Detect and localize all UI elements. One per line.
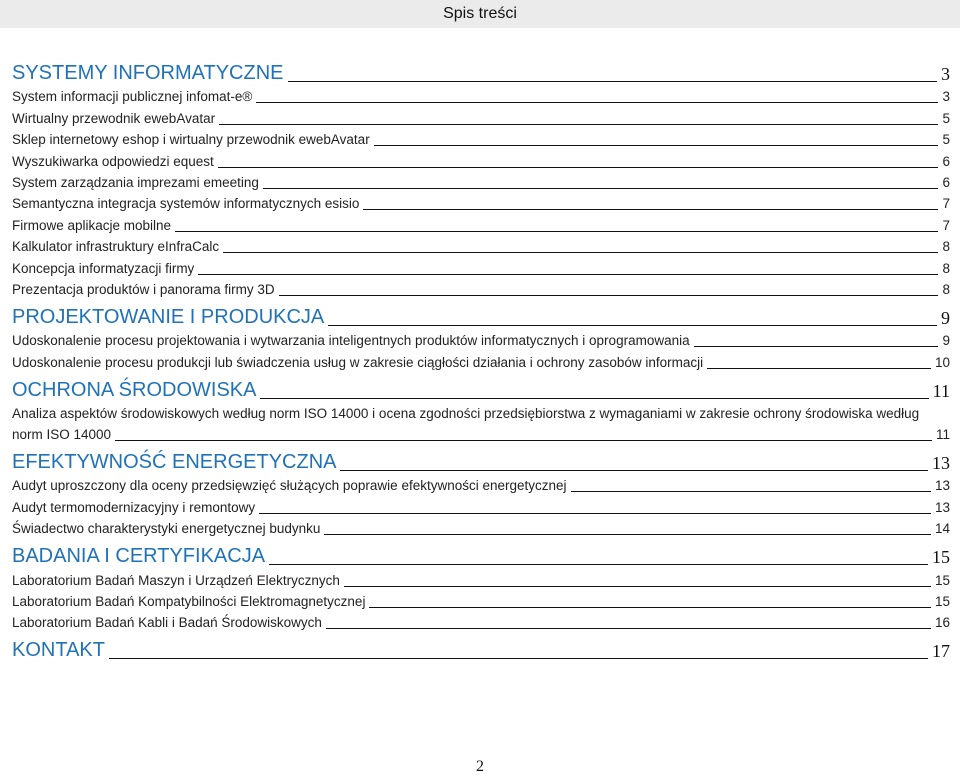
toc-item[interactable] [12,569,950,590]
toc-item-title: Sklep internetowy eshop i wirtualny przewodnik ewebAvatar [12,132,370,148]
toc-item-title-line2: norm ISO 14000 [12,427,112,443]
toc-item-title: Kalkulator infrastruktury eInfraCalc [12,239,220,255]
toc-page-number: 13 [934,478,950,494]
toc-page-number: 8 [942,260,950,276]
toc-item[interactable] [12,330,950,351]
toc-page-number: 11 [935,427,950,443]
toc-item-title: Laboratorium Badań Kabli i Badań Środowiskowych [12,615,322,631]
toc-item[interactable] [12,129,950,150]
toc-page-number: 8 [942,239,950,255]
toc-leader [344,586,931,587]
toc-leader [218,167,939,168]
toc-section-title: EFEKTYWNOŚĆ ENERGETYCZNA [12,451,337,474]
toc-item[interactable] [12,214,950,235]
toc-leader [571,491,931,492]
toc-item-title: Wyszukiwarka odpowiedzi equest [12,153,214,169]
toc-page-number: 3 [941,64,950,84]
footer-page-number: 2 [476,758,484,775]
toc-leader [326,628,931,629]
toc-page-number: 15 [932,547,950,568]
toc-item[interactable] [12,475,950,496]
toc-item-title: Świadectwo charakterystyki energetycznej budynku [12,521,321,537]
toc-page-number: 15 [934,594,950,610]
toc-page-number: 13 [932,453,950,474]
toc-leader [219,124,938,125]
toc-page-number: 9 [941,307,950,328]
toc-leader [324,534,931,535]
toc-item[interactable] [12,86,950,107]
toc-leader [198,274,938,275]
toc-item-title: Koncepcja informatyzacji firmy [12,260,195,276]
toc-page-number: 17 [932,641,950,662]
toc-item-title-line1: Analiza aspektów środowiskowych według norm ISO 14000 i ocena zgodności przedsiębiorstwa z wymaganiami w zakresie ochrony środowiska według [12,405,920,421]
toc-page-number: 6 [942,153,950,169]
toc-item[interactable] [12,403,950,445]
toc-leader [256,102,938,103]
toc-page-number: 5 [942,132,950,148]
toc-leader [288,81,937,82]
toc-item-title: Udoskonalenie procesu projektowania i wytwarzania inteligentnych produktów informatycznych i oprogramowania [12,333,690,349]
toc-page-number: 3 [942,89,950,105]
toc-section-title: PROJEKTOWANIE I PRODUKCJA [12,305,325,328]
toc-leader [374,145,939,146]
toc-section-title: SYSTEMY INFORMATYCZNE [12,62,284,84]
toc-section-efektywnosc-energetyczna[interactable] [12,447,950,475]
toc-section-title: BADANIA I CERTYFIKACJA [12,545,266,568]
toc-item[interactable] [12,279,950,300]
toc-section-title: KONTAKT [12,639,105,662]
toc-section-systemy-informatyczne[interactable] [12,58,950,86]
toc-page-number: 10 [934,354,950,370]
toc-page-number: 9 [942,333,950,349]
toc-item[interactable] [12,496,950,517]
toc-leader [260,398,928,399]
toc-leader [328,325,937,326]
toc-page-number: 7 [942,196,950,212]
toc-item[interactable] [12,518,950,539]
toc-leader [340,470,928,471]
toc-item-title: Laboratorium Badań Kompatybilności Elektromagnetycznej [12,594,366,610]
toc-leader [369,607,931,608]
toc-leader [259,513,931,514]
toc-section-badania-i-certyfikacja[interactable] [12,541,950,569]
toc-leader [269,564,928,565]
toc-item[interactable] [12,351,950,372]
toc-leader [115,440,932,441]
toc-page-number: 15 [934,572,950,588]
toc-item[interactable] [12,236,950,257]
toc-page-number: 14 [934,521,950,537]
toc-item-title: System zarządzania imprezami emeeting [12,174,259,190]
toc-leader [363,209,938,210]
toc-item[interactable] [12,591,950,612]
toc-leader [223,252,938,253]
toc-leader [109,658,928,659]
toc-item-title: Firmowe aplikacje mobilne [12,217,172,233]
toc-section-ochrona-srodowiska[interactable] [12,375,950,403]
toc-item-title: Wirtualny przewodnik ewebAvatar [12,110,216,126]
toc-section-title: OCHRONA ŚRODOWISKA [12,378,257,401]
toc-item-title: Audyt uproszczony dla oceny przedsięwzięć służących poprawie efektywności energetycznej [12,478,567,494]
toc-section-kontakt[interactable] [12,635,950,663]
toc-leader [279,295,939,296]
toc-item-title: Semantyczna integracja systemów informatycznych esisio [12,196,360,212]
toc-item[interactable] [12,107,950,128]
page-header [0,0,960,28]
toc-page-number: 6 [942,174,950,190]
toc-section-projektowanie-i-produkcja[interactable] [12,302,950,330]
toc-page-number: 8 [942,281,950,297]
toc-item-title: Audyt termomodernizacyjny i remontowy [12,499,256,515]
toc-page-number: 13 [934,499,950,515]
toc-item[interactable] [12,257,950,278]
toc-leader [707,368,931,369]
toc-item[interactable] [12,150,950,171]
toc-page-number: 11 [932,380,950,401]
table-of-contents [12,56,950,663]
toc-item-title: Prezentacja produktów i panorama firmy 3D [12,281,275,297]
toc-page-number: 16 [934,615,950,631]
toc-item[interactable] [12,193,950,214]
toc-item-title: Udoskonalenie procesu produkcji lub świadczenia usług w zakresie ciągłości działania i ochrony zasobów informacji [12,354,704,370]
toc-item-title: System informacji publicznej infomat-e® [12,89,253,105]
toc-page-number: 5 [942,110,950,126]
toc-item[interactable] [12,172,950,193]
toc-item-title: Laboratorium Badań Maszyn i Urządzeń Elektrycznych [12,572,340,588]
toc-title: Spis treści [443,5,517,22]
toc-leader [175,231,938,232]
toc-page-number: 7 [942,217,950,233]
toc-leader [263,188,939,189]
toc-leader [694,346,939,347]
toc-item[interactable] [12,612,950,633]
